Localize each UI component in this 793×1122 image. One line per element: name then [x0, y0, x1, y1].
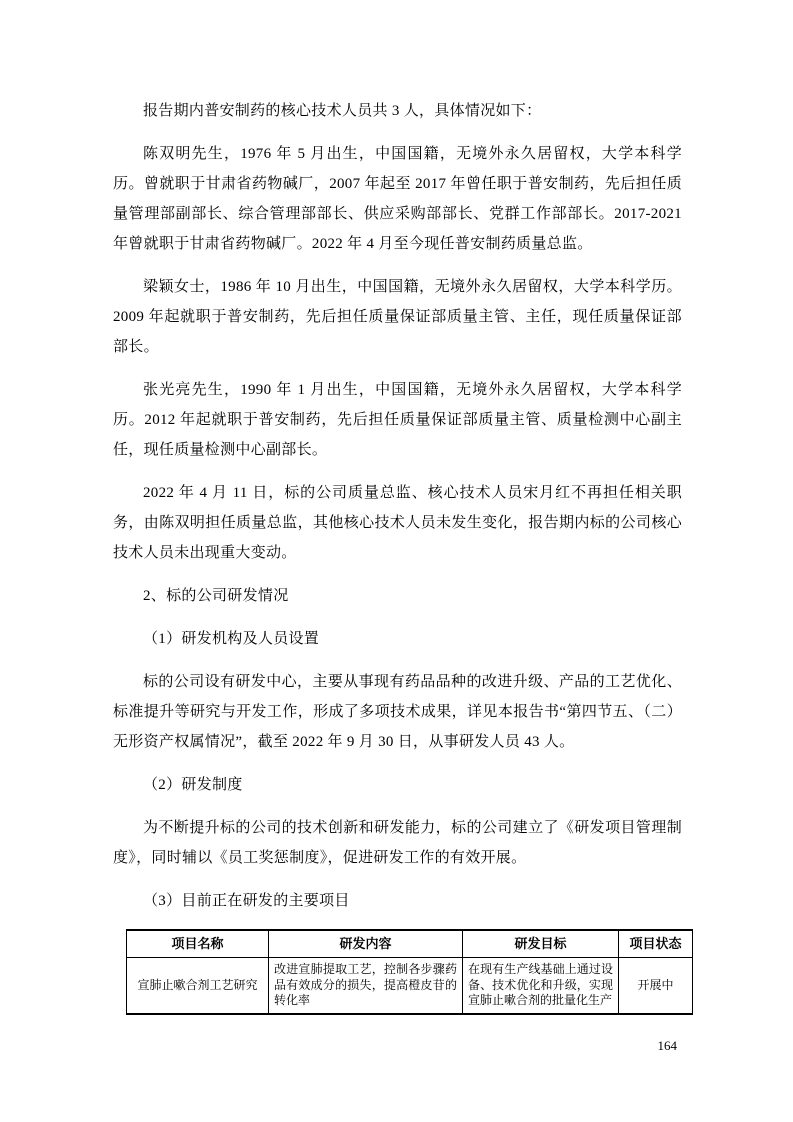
heading-rd-section: 2、标的公司研发情况 — [143, 588, 289, 604]
paragraph-core-tech-intro: 报告期内普安制药的核心技术人员共 3 人，具体情况如下： — [143, 103, 542, 119]
page-content — [113, 96, 682, 1015]
paragraph-bio-chen: 陈双明先生，1976 年 5 月出生，中国国籍，无境外永久居留权，大学本科学历。曾就职于甘肃省药物碱厂，2007 年起至 2017 年曾任职于普安制药，先后担任质量管理部副部长、综合管理部部长、供应采购部部长、党群工作部部长。2017-2021 年曾就职于甘肃省药物碱厂。2022 年 4 月至今现任普安制药质量总监。 — [113, 146, 682, 252]
paragraph-rd-center: 标的公司设有研发中心，主要从事现有药品品种的改进升级、产品的工艺优化、标准提升等研究与开发工作，形成了多项技术成果，详见本报告书“第四节五、（二）无形资产权属情况”，截至 2022 年 9 月 30 日，从事研发人员 43 人。 — [113, 674, 682, 750]
rd-projects-table — [126, 929, 693, 1015]
table-cell-project-status: 开展中 — [619, 958, 693, 1014]
table-header-rd-content: 研发内容 — [269, 930, 463, 958]
table-header-rd-goal: 研发目标 — [463, 930, 619, 958]
table-header-row — [127, 930, 693, 958]
table-row — [127, 958, 693, 1014]
page-number: 164 — [657, 1038, 677, 1053]
paragraph-bio-zhang: 张光亮先生，1990 年 1 月出生，中国国籍，无境外永久居留权，大学本科学历。2012 年起就职于普安制药，先后担任质量保证部质量主管、质量检测中心副主任，现任质量检测中心副部长。 — [113, 382, 682, 458]
paragraph-personnel-change: 2022 年 4 月 11 日，标的公司质量总监、核心技术人员宋月红不再担任相关职务，由陈双明担任质量总监，其他核心技术人员未发生变化，报告期内标的公司核心技术人员未出现重大变动。 — [113, 485, 682, 561]
table-cell-project-name: 宣肺止嗽合剂工艺研究 — [127, 958, 269, 1014]
heading-rd-org: （1）研发机构及人员设置 — [143, 631, 320, 647]
paragraph-bio-liang: 梁颖女士，1986 年 10 月出生，中国国籍，无境外永久居留权，大学本科学历。2009 年起就职于普安制药，先后担任质量保证部质量主管、主任，现任质量保证部部长。 — [113, 279, 682, 355]
table-header-project-name: 项目名称 — [127, 930, 269, 958]
table-cell-rd-goal: 在现有生产线基础上通过设备、技术优化和升级，实现宣肺止嗽合剂的批量化生产 — [463, 958, 619, 1014]
heading-rd-projects: （3）目前正在研发的主要项目 — [143, 893, 350, 909]
table-header-project-status: 项目状态 — [619, 930, 693, 958]
paragraph-rd-system: 为不断提升标的公司的技术创新和研发能力，标的公司建立了《研发项目管理制度》，同时辅以《员工奖惩制度》，促进研发工作的有效开展。 — [113, 820, 682, 866]
table-cell-rd-content: 改进宣肺提取工艺，控制各步骤药品有效成分的损失，提高橙皮苷的转化率 — [269, 958, 463, 1014]
heading-rd-system: （2）研发制度 — [143, 777, 243, 793]
